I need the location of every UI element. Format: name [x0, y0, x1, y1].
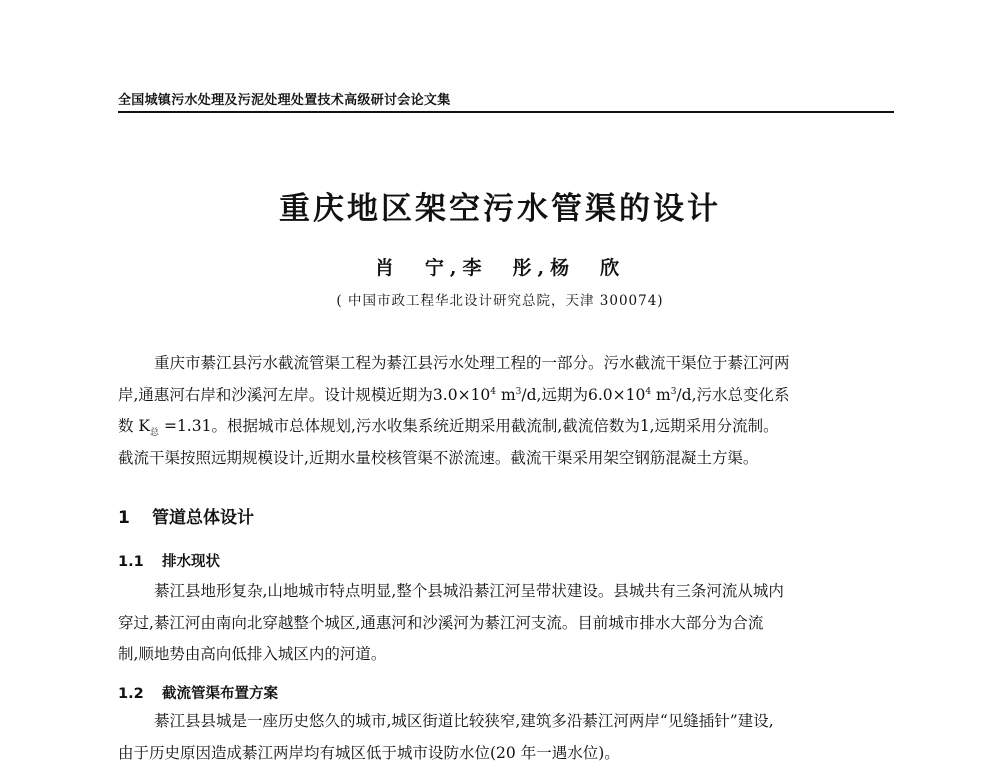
authors: 肖 宁,李 彤,杨 欣	[0, 253, 1000, 280]
abstract-line-2: 岸,通惠河右岸和沙溪河左岸。设计规模近期为$3.0\times 10^4$ $m^3/d$,远期为$6.0\times 10^4$ $m^3/d$,污水总变化系	[118, 380, 894, 412]
header-rule	[118, 111, 894, 113]
abstract-line-3: 数 $K_总 =1.31$。根据城市总体规划,污水收集系统近期采用截流制,截流倍数为1,远期采用分流制。	[118, 411, 894, 443]
paragraph-1-1	[118, 576, 894, 671]
subsection-title: 排水现状	[162, 554, 220, 570]
subsection-heading-1-1	[118, 550, 220, 571]
section-number: 1	[118, 508, 152, 528]
abstract-paragraph	[118, 348, 894, 474]
paragraph-line: 綦江县地形复杂,山地城市特点明显,整个县城沿綦江河呈带状建设。县城共有三条河流从城内	[118, 576, 894, 608]
affiliation: ( 中国市政工程华北设计研究总院，天津 300074)	[0, 289, 1000, 309]
section-title: 管道总体设计	[152, 508, 254, 528]
paragraph-line: 制,顺地势由高向低排入城区内的河道。	[118, 639, 894, 671]
subsection-number: 1.2	[118, 686, 162, 702]
abstract-line-1: 重庆市綦江县污水截流管渠工程为綦江县污水处理工程的一部分。污水截流干渠位于綦江河两	[118, 348, 894, 380]
subsection-heading-1-2	[118, 682, 278, 703]
paper-title: 重庆地区架空污水管渠的设计	[0, 183, 1000, 228]
subsection-title: 截流管渠布置方案	[162, 686, 278, 702]
paragraph-line: 由于历史原因造成綦江两岸均有城区低于城市设防水位(20 年一遇水位)。	[118, 738, 894, 769]
paragraph-line: 綦江县县城是一座历史悠久的城市,城区街道比较狭窄,建筑多沿綦江河两岸“见缝插针”建设,	[118, 706, 894, 738]
abstract-line-4: 截流干渠按照远期规模设计,近期水量校核管渠不淤流速。截流干渠采用架空钢筋混凝土方渠。	[118, 443, 894, 475]
subsection-number: 1.1	[118, 554, 162, 570]
paragraph-line: 穿过,綦江河由南向北穿越整个城区,通惠河和沙溪河为綦江河支流。目前城市排水大部分为合流	[118, 608, 894, 640]
section-heading-1	[118, 503, 254, 528]
running-header: 全国城镇污水处理及污泥处理处置技术高级研讨会论文集	[118, 89, 451, 108]
